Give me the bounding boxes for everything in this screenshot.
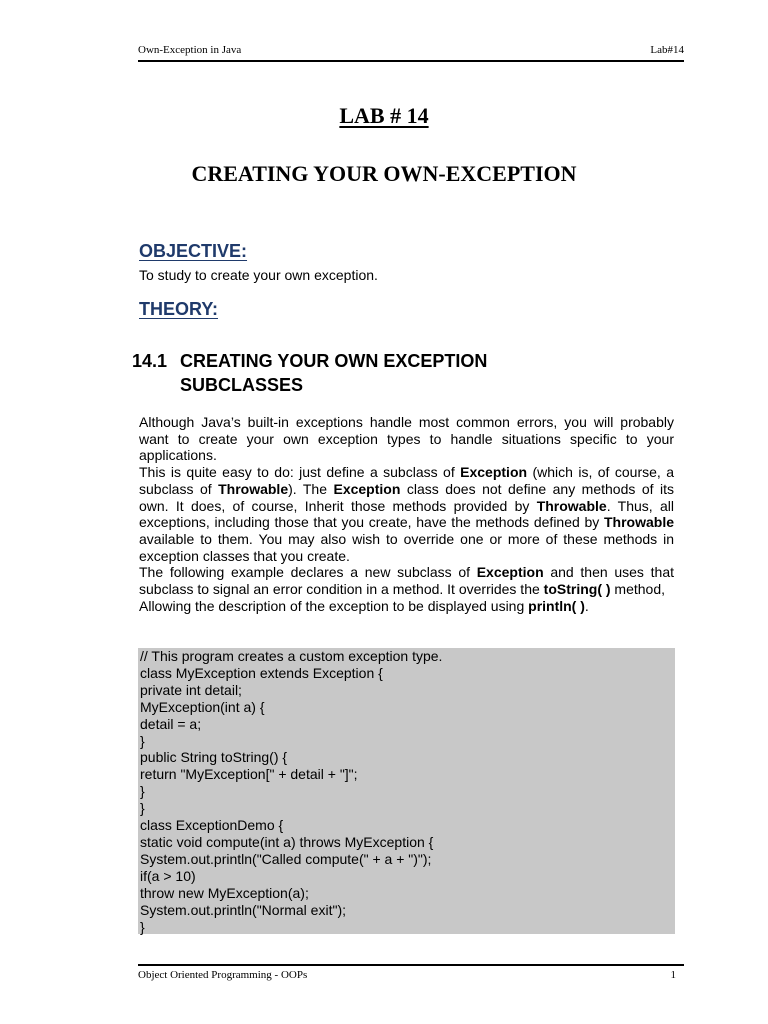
page-footer [138, 964, 684, 981]
paragraph-2 [139, 464, 674, 564]
text-run: (which is, of course, a subclass of [139, 464, 674, 497]
code-line: return "MyException[" + detail + "]"; [140, 766, 358, 783]
lab-title [0, 103, 768, 129]
code-line: class MyException extends Exception { [140, 664, 383, 681]
footer-left-text: Object Oriented Programming - OOPs [138, 969, 308, 981]
text-run: This is quite easy to do: just define a subclass of [139, 464, 461, 481]
code-line: System.out.println("Called compute(" + a + ")"); [140, 850, 432, 867]
main-title: CREATING YOUR OWN-EXCEPTION [191, 161, 577, 186]
paragraph-4 [139, 598, 674, 615]
code-line: } [140, 800, 145, 817]
code-line: } [140, 918, 145, 935]
code-line: } [140, 732, 145, 749]
code-line: MyException(int a) { [140, 698, 265, 715]
code-line: private int detail; [140, 681, 242, 698]
text-run: method, [610, 581, 666, 598]
code-line: throw new MyException(a); [140, 884, 309, 901]
bold-term: Throwable [603, 514, 674, 531]
section-title-line1: CREATING YOUR OWN EXCEPTION [180, 351, 488, 371]
header-left-text: Own-Exception in Java [138, 44, 242, 56]
text-run: The following example declares a new subclass of [139, 564, 477, 581]
page-number: 1 [670, 969, 676, 981]
code-line: if(a > 10) [140, 867, 196, 884]
text-run: available to them. You may also wish to override one or more of these methods in exception classes that you create. [139, 530, 674, 564]
bold-term: Throwable [536, 497, 607, 514]
theory-body [139, 414, 674, 614]
bold-term: Exception [476, 564, 544, 581]
code-line: // This program creates a custom exception type. [140, 648, 443, 664]
header-right-text: Lab#14 [650, 44, 684, 56]
paragraph-1: Although Java’s built-in exceptions handle most common errors, you will probably want to create your own exception types to handle situations specific to your applications. [139, 414, 674, 464]
bold-term: println( ) [528, 597, 585, 614]
lab-title-text: LAB # 14 [339, 103, 429, 128]
code-block [138, 648, 675, 934]
text-run: and then uses that subclass to signal an error condition in a method. It overrides the [139, 564, 674, 598]
section-heading [132, 349, 487, 397]
objective-heading: OBJECTIVE: [139, 241, 248, 261]
bold-term: Exception [333, 480, 401, 497]
theory-heading: THEORY: [139, 299, 218, 319]
code-line: System.out.println("Normal exit"); [140, 901, 346, 918]
paragraph-3 [139, 564, 674, 597]
page-header [138, 44, 684, 62]
text-run: ). The [288, 480, 334, 497]
code-line: detail = a; [140, 715, 202, 732]
code-line: } [140, 783, 145, 800]
bold-term: Throwable [218, 480, 289, 497]
bold-term: toString( ) [543, 581, 611, 598]
section-title-line2: SUBCLASSES [180, 375, 304, 395]
text-run: Allowing the description of the exception to be displayed using [139, 597, 529, 614]
code-line: class ExceptionDemo { [140, 817, 284, 834]
text-run: . [584, 597, 589, 614]
text-run: . Thus, all exceptions, including those that you create, have the methods defined by [139, 497, 674, 531]
section-number: 14.1 [132, 351, 168, 371]
bold-term: Exception [460, 464, 528, 481]
text-run: class does not define any methods of its own. It does, of course, Inherit those methods provided by [139, 480, 674, 514]
code-line: public String toString() { [140, 749, 288, 766]
objective-text: To study to create your own exception. [139, 267, 378, 283]
code-line: static void compute(int a) throws MyException { [140, 833, 434, 850]
